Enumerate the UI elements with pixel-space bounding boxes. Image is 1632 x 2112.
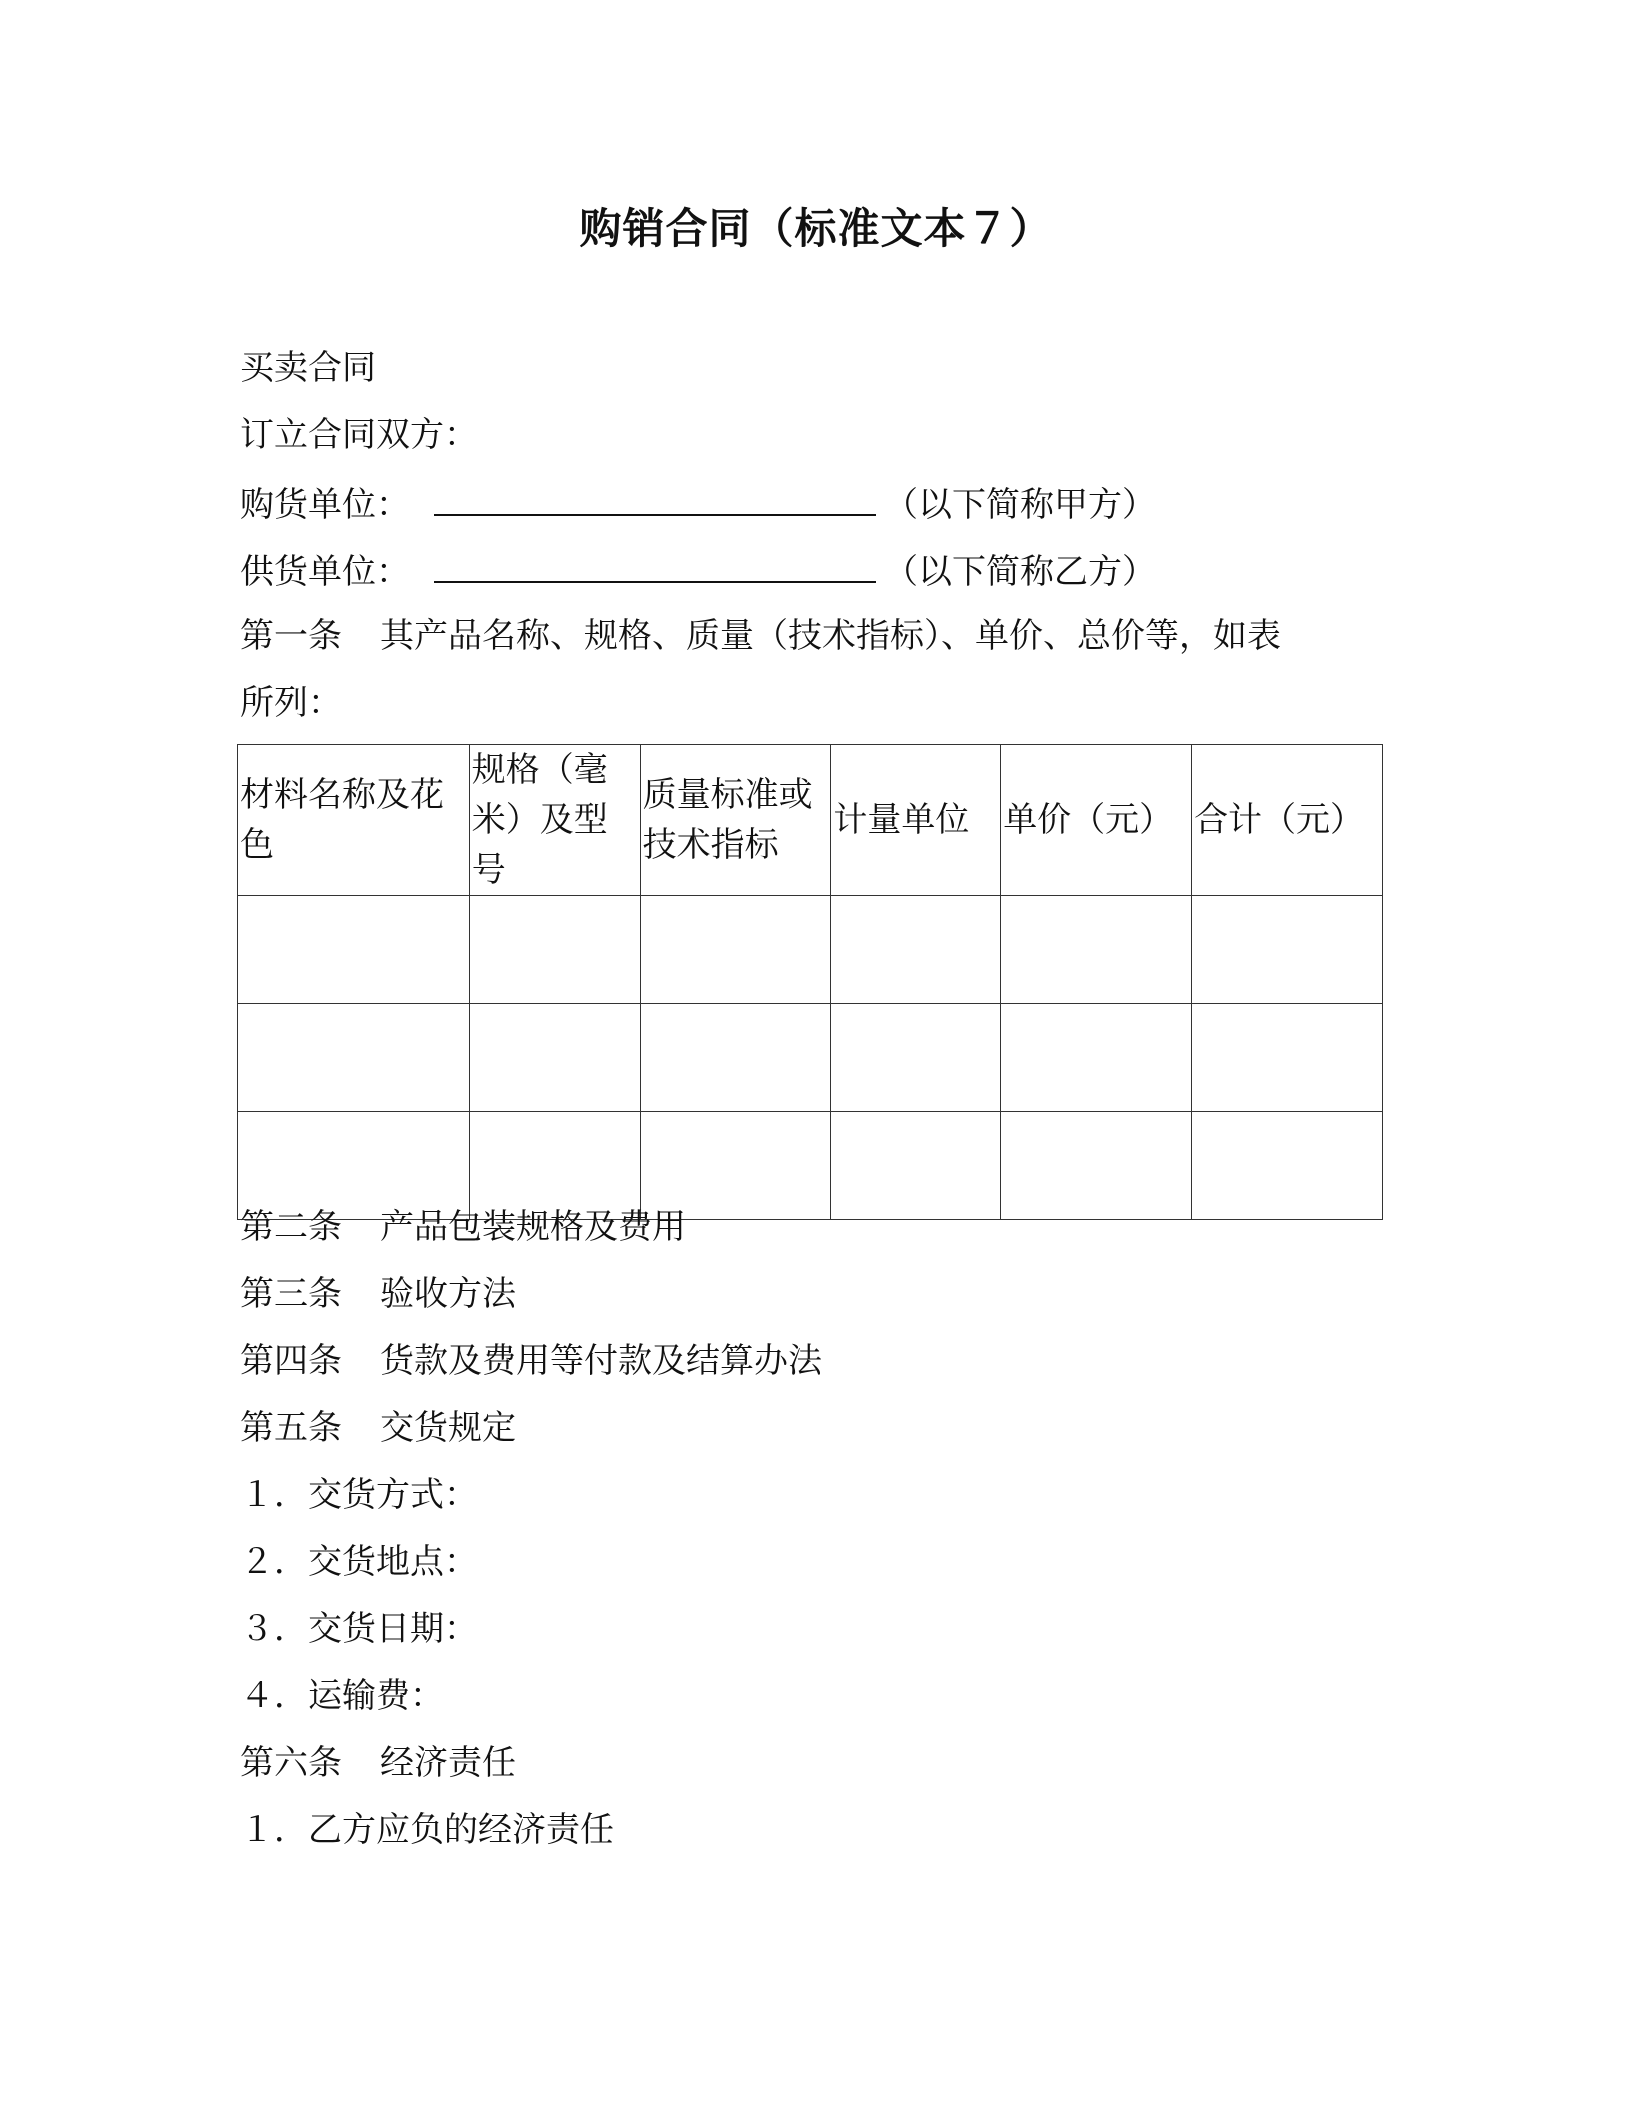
table-row: [238, 1004, 1383, 1112]
parties-intro: 订立合同双方：: [240, 415, 478, 455]
table-cell[interactable]: [1192, 896, 1383, 1004]
contract-heading: 买卖合同: [240, 348, 376, 388]
delivery-item: ３．交货日期：: [240, 1609, 478, 1649]
page-title: 购销合同（标准文本７）: [579, 204, 1053, 253]
table-cell[interactable]: [1192, 1004, 1383, 1112]
table-cell[interactable]: [831, 1112, 1001, 1220]
article-number: 第四条: [240, 1341, 342, 1381]
article-text: 经济责任: [380, 1743, 516, 1783]
buyer-label: 购货单位：: [240, 485, 410, 525]
table-cell[interactable]: [831, 1004, 1001, 1112]
table-header-cell: 计量单位: [831, 745, 1001, 896]
table-cell[interactable]: [238, 896, 470, 1004]
article-2: [240, 1203, 686, 1251]
delivery-item: １．交货方式：: [240, 1475, 478, 1515]
article-text: 产品包装规格及费用: [380, 1207, 686, 1247]
table-cell[interactable]: [640, 896, 831, 1004]
table-header-cell: 规格（毫米）及型号: [469, 745, 640, 896]
article-1-continuation: 所列：: [240, 683, 342, 723]
table-cell[interactable]: [1001, 1004, 1192, 1112]
seller-blank-field[interactable]: [434, 545, 876, 583]
article-number: 第五条: [240, 1408, 342, 1448]
article-text: 货款及费用等付款及结算办法: [380, 1341, 822, 1381]
article-text: 交货规定: [380, 1408, 516, 1448]
article-1-text: 其产品名称、规格、质量（技术指标）、单价、总价等，如表: [380, 616, 1281, 656]
delivery-item: ４．运输费：: [240, 1676, 444, 1716]
table-header-cell: 质量标准或技术指标: [640, 745, 831, 896]
seller-label: 供货单位：: [240, 552, 410, 592]
article-1: [240, 612, 1281, 660]
article-5: [240, 1404, 516, 1452]
table-cell[interactable]: [831, 896, 1001, 1004]
seller-suffix: （以下简称乙方）: [884, 552, 1156, 592]
article-number: 第三条: [240, 1274, 342, 1314]
table-cell[interactable]: [640, 1004, 831, 1112]
article-4: [240, 1337, 822, 1385]
buyer-suffix: （以下简称甲方）: [884, 485, 1156, 525]
table-cell[interactable]: [1001, 1112, 1192, 1220]
delivery-item: ２．交货地点：: [240, 1542, 478, 1582]
article-number: 第二条: [240, 1207, 342, 1247]
article-number: 第六条: [240, 1743, 342, 1783]
buyer-blank-field[interactable]: [434, 478, 876, 516]
buyer-line: [240, 478, 1156, 529]
liability-item: １．乙方应负的经济责任: [240, 1810, 614, 1850]
table-cell[interactable]: [1192, 1112, 1383, 1220]
article-text: 验收方法: [380, 1274, 516, 1314]
table-header-cell: 合计（元）: [1192, 745, 1383, 896]
table-header-cell: 单价（元）: [1001, 745, 1192, 896]
article-1-number: 第一条: [240, 616, 342, 656]
article-6: [240, 1739, 516, 1787]
table-cell[interactable]: [469, 896, 640, 1004]
seller-line: [240, 545, 1156, 596]
table-header-cell: 材料名称及花色: [238, 745, 470, 896]
article-3: [240, 1270, 516, 1318]
table-cell[interactable]: [1001, 896, 1192, 1004]
table-cell[interactable]: [469, 1004, 640, 1112]
table-row: [238, 896, 1383, 1004]
product-spec-table: [237, 744, 1383, 1220]
table-cell[interactable]: [238, 1004, 470, 1112]
table-header-row: [238, 745, 1383, 896]
